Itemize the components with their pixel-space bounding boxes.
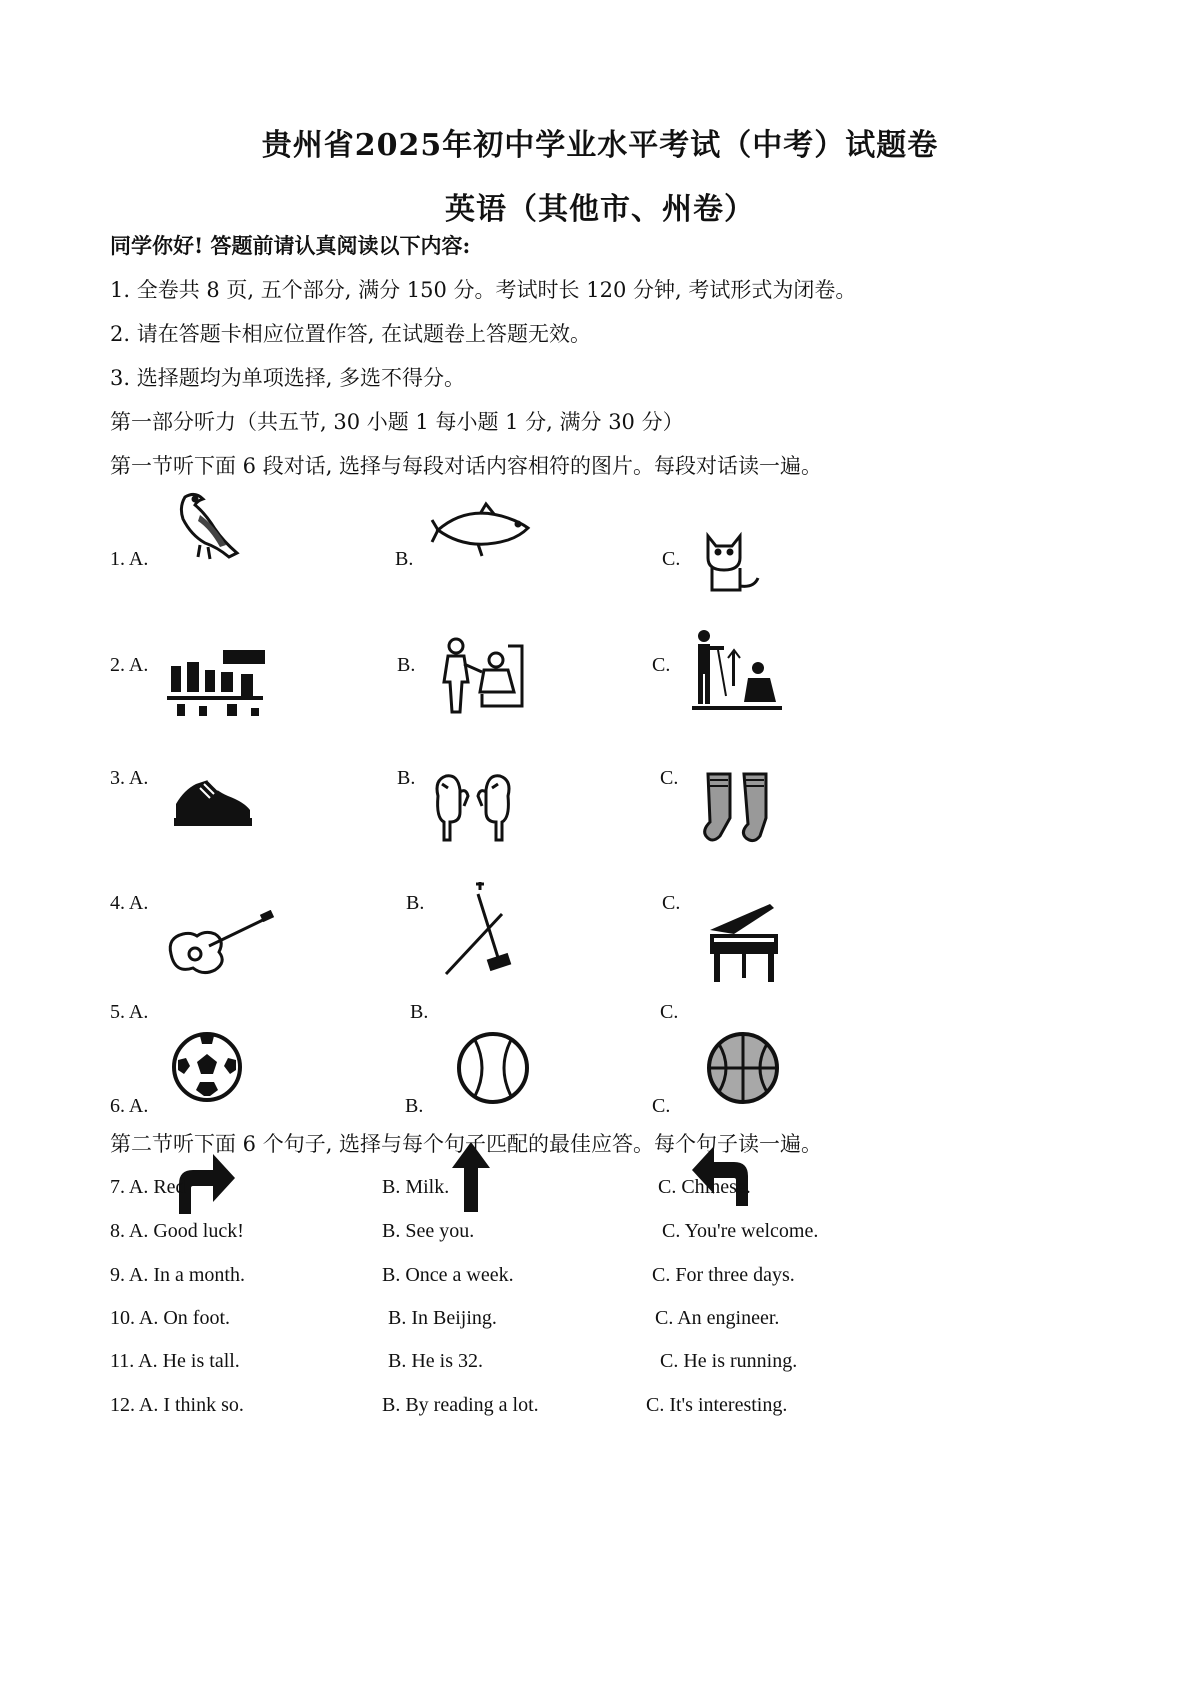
q3-option-b-label: B.: [397, 767, 416, 789]
q12-option-c: C. It's interesting.: [646, 1394, 788, 1416]
cat-icon: [698, 528, 768, 598]
page-subtitle: 英语（其他市、州卷）: [445, 192, 755, 227]
q7-option-b: B. Milk.: [382, 1176, 450, 1198]
q1-option-c-label: C.: [662, 548, 681, 570]
q10-option-b: B. In Beijing.: [388, 1307, 497, 1329]
q5-option-b-label: B.: [410, 1001, 429, 1023]
q5-option-a-label: 5. A.: [110, 1001, 149, 1023]
q11-option-a: 11. A. He is tall.: [110, 1350, 240, 1372]
q7-option-a: 7. A. Red: [110, 1176, 186, 1198]
sneakers-icon: [168, 770, 258, 836]
q1-option-b-label: B.: [395, 548, 414, 570]
q3-option-c-label: C.: [660, 767, 679, 789]
page-title: 贵州省2025年初中学业水平考试（中考）试题卷: [261, 128, 939, 163]
q2-option-a-label: 2. A.: [110, 654, 149, 676]
socks-icon: [700, 770, 784, 850]
q1-option-a-label: 1. A.: [110, 548, 149, 570]
q9-option-b: B. Once a week.: [382, 1264, 514, 1286]
q6-option-b-label: B.: [405, 1095, 424, 1117]
q11-option-b: B. He is 32.: [388, 1350, 483, 1372]
q10-option-a: 10. A. On foot.: [110, 1307, 230, 1329]
section1-heading: 第一节听下面 6 段对话, 选择与每段对话内容相符的图片。每段对话读一遍。: [110, 454, 823, 478]
q9-option-c: C. For three days.: [652, 1264, 795, 1286]
greeting-line: 同学你好! 答题前请认真阅读以下内容:: [110, 233, 471, 258]
basketball-icon: [705, 1030, 781, 1106]
q10-option-c: C. An engineer.: [655, 1307, 780, 1329]
q7-option-c: C. Chinese.: [658, 1176, 751, 1198]
q11-option-c: C. He is running.: [660, 1350, 798, 1372]
q6-option-a-label: 6. A.: [110, 1095, 149, 1117]
piano-icon: [706, 900, 782, 986]
q4-option-a-label: 4. A.: [110, 892, 149, 914]
q4-option-b-label: B.: [406, 892, 425, 914]
caring-for-elderly-icon: [438, 636, 530, 716]
erhu-icon: [440, 880, 520, 980]
soccer-ball-icon: [170, 1030, 244, 1104]
instruction-3: 3. 选择题均为单项选择, 多选不得分。: [110, 366, 466, 390]
part1-heading: 第一部分听力（共五节, 30 小题 1 每小题 1 分, 满分 30 分）: [110, 410, 684, 434]
instruction-2: 2. 请在答题卡相应位置作答, 在试题卷上答题无效。: [110, 322, 592, 346]
q8-option-c: C. You're welcome.: [662, 1220, 819, 1242]
gloves-icon: [432, 770, 514, 846]
q8-option-b: B. See you.: [382, 1220, 475, 1242]
q4-option-c-label: C.: [662, 892, 681, 914]
section2-heading: 第二节听下面 6 个句子, 选择与每个句子匹配的最佳应答。每个句子读一遍。: [110, 1132, 823, 1156]
q6-option-c-label: C.: [652, 1095, 671, 1117]
instruction-1: 1. 全卷共 8 页, 五个部分, 满分 150 分。考试时长 120 分钟, 考试形式为闭卷。: [110, 278, 857, 302]
classroom-scene-icon: [165, 648, 270, 720]
q12-option-b: B. By reading a lot.: [382, 1394, 539, 1416]
q12-option-a: 12. A. I think so.: [110, 1394, 244, 1416]
q5-option-c-label: C.: [660, 1001, 679, 1023]
q3-option-a-label: 3. A.: [110, 767, 149, 789]
baseball-icon: [455, 1030, 531, 1106]
q2-option-c-label: C.: [652, 654, 671, 676]
q9-option-a: 9. A. In a month.: [110, 1264, 245, 1286]
q2-option-b-label: B.: [397, 654, 416, 676]
bird-icon: [170, 485, 250, 565]
q8-option-a: 8. A. Good luck!: [110, 1220, 244, 1242]
fish-icon: [430, 500, 540, 560]
planting-tree-icon: [690, 628, 785, 714]
guitar-icon: [165, 910, 275, 980]
